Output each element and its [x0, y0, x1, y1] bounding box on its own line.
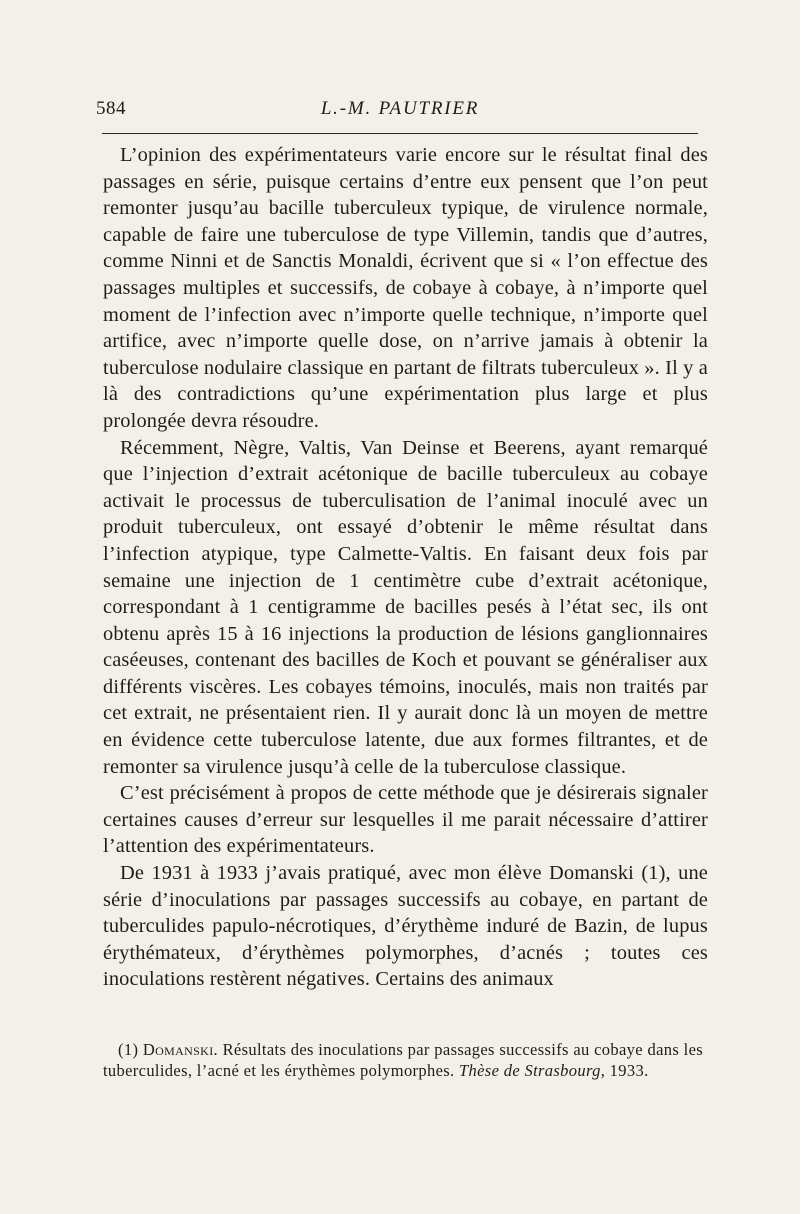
footnote-author: Domanski. [142, 1040, 219, 1059]
paragraph: Récemment, Nègre, Valtis, Van Deinse et Beerens, ayant remarqué que l’injection d’extrait acétonique de bacille tuberculeux au cobaye activait le processus de tuberculisation de l’animal inoculé avec un produit tuberculeux, ont essayé d’obtenir le même résultat dans l’infection atypique, type Calmette-Valtis. En faisant deux fois par semaine une injection de 1 centimètre cube d’extrait acétonique, correspondant à 1 centigramme de bacilles pesés à l’état sec, ils ont obtenu après 15 à 16 injections la production de lésions ganglionnaires caséeuses, contenant des bacilles de Koch et pouvant se généraliser aux différents viscères. Les cobayes témoins, inoculés, mais non traités par cet extrait, ne présentaient rien. Il y aurait donc là un moyen de mettre en évidence cette tuberculose latente, due aux formes filtrantes, et de remonter sa virulence jusqu’à celle de la tuberculose classique. [103, 436, 708, 778]
footnote-title: Résultats des inoculations par passages successifs au cobaye dans les tuberculides, l’acné et les érythèmes polymorphes. [103, 1040, 704, 1080]
footnote-thesis: Thèse de Strasbourg, [459, 1060, 606, 1080]
paragraph: L’opinion des expérimentateurs varie encore sur le résultat final des passages en série, puisque certains d’entre eux pensent que l’on peut remonter jusqu’au bacille tuberculeux typique, de virulence normale, capable de faire une tuberculose de type Villemin, tandis que d’autres, comme Ninni et de Sanctis Monaldi, écrivent que si « l’on effectue des passages multiples et successifs, de cobaye à cobaye, à n’importe quel moment de l’infection avec n’importe quelle technique, n’importe quel artifice, avec n’importe quelle dose, on n’arrive jamais à obtenir la tuberculose nodulaire classique en partant de filtrats tuberculeux ». Il y a là des contradictions qu’une expérimentation plus large et plus prolongée devra résoudre. [103, 144, 708, 432]
paragraph: De 1931 à 1933 j’avais pratiqué, avec mon élève Domanski (1), une série d’inoculations par passages successifs au cobaye, en partant de tuberculides papulo-nécrotiques, d’érythème induré de Bazin, de lupus érythémateux, d’érythèmes polymorphes, d’acnés ; toutes ces inoculations restèrent négatives. Certains des animaux [103, 862, 708, 991]
body-text [103, 142, 708, 993]
footnote-marker: (1) [118, 1040, 139, 1059]
footnote-year: 1933. [609, 1060, 649, 1080]
running-head-author: L.-M. PAUTRIER [320, 98, 480, 119]
footnote-text [103, 1040, 703, 1081]
footnote [103, 1040, 703, 1081]
page-number: 584 [96, 98, 126, 119]
header-rule [102, 133, 698, 134]
paragraph: C’est précisément à propos de cette méthode que je désirerais signaler certaines causes d’erreur sur lesquelles il me parait nécessaire d’attirer l’attention des expérimentateurs. [103, 782, 708, 858]
running-head [96, 98, 704, 126]
